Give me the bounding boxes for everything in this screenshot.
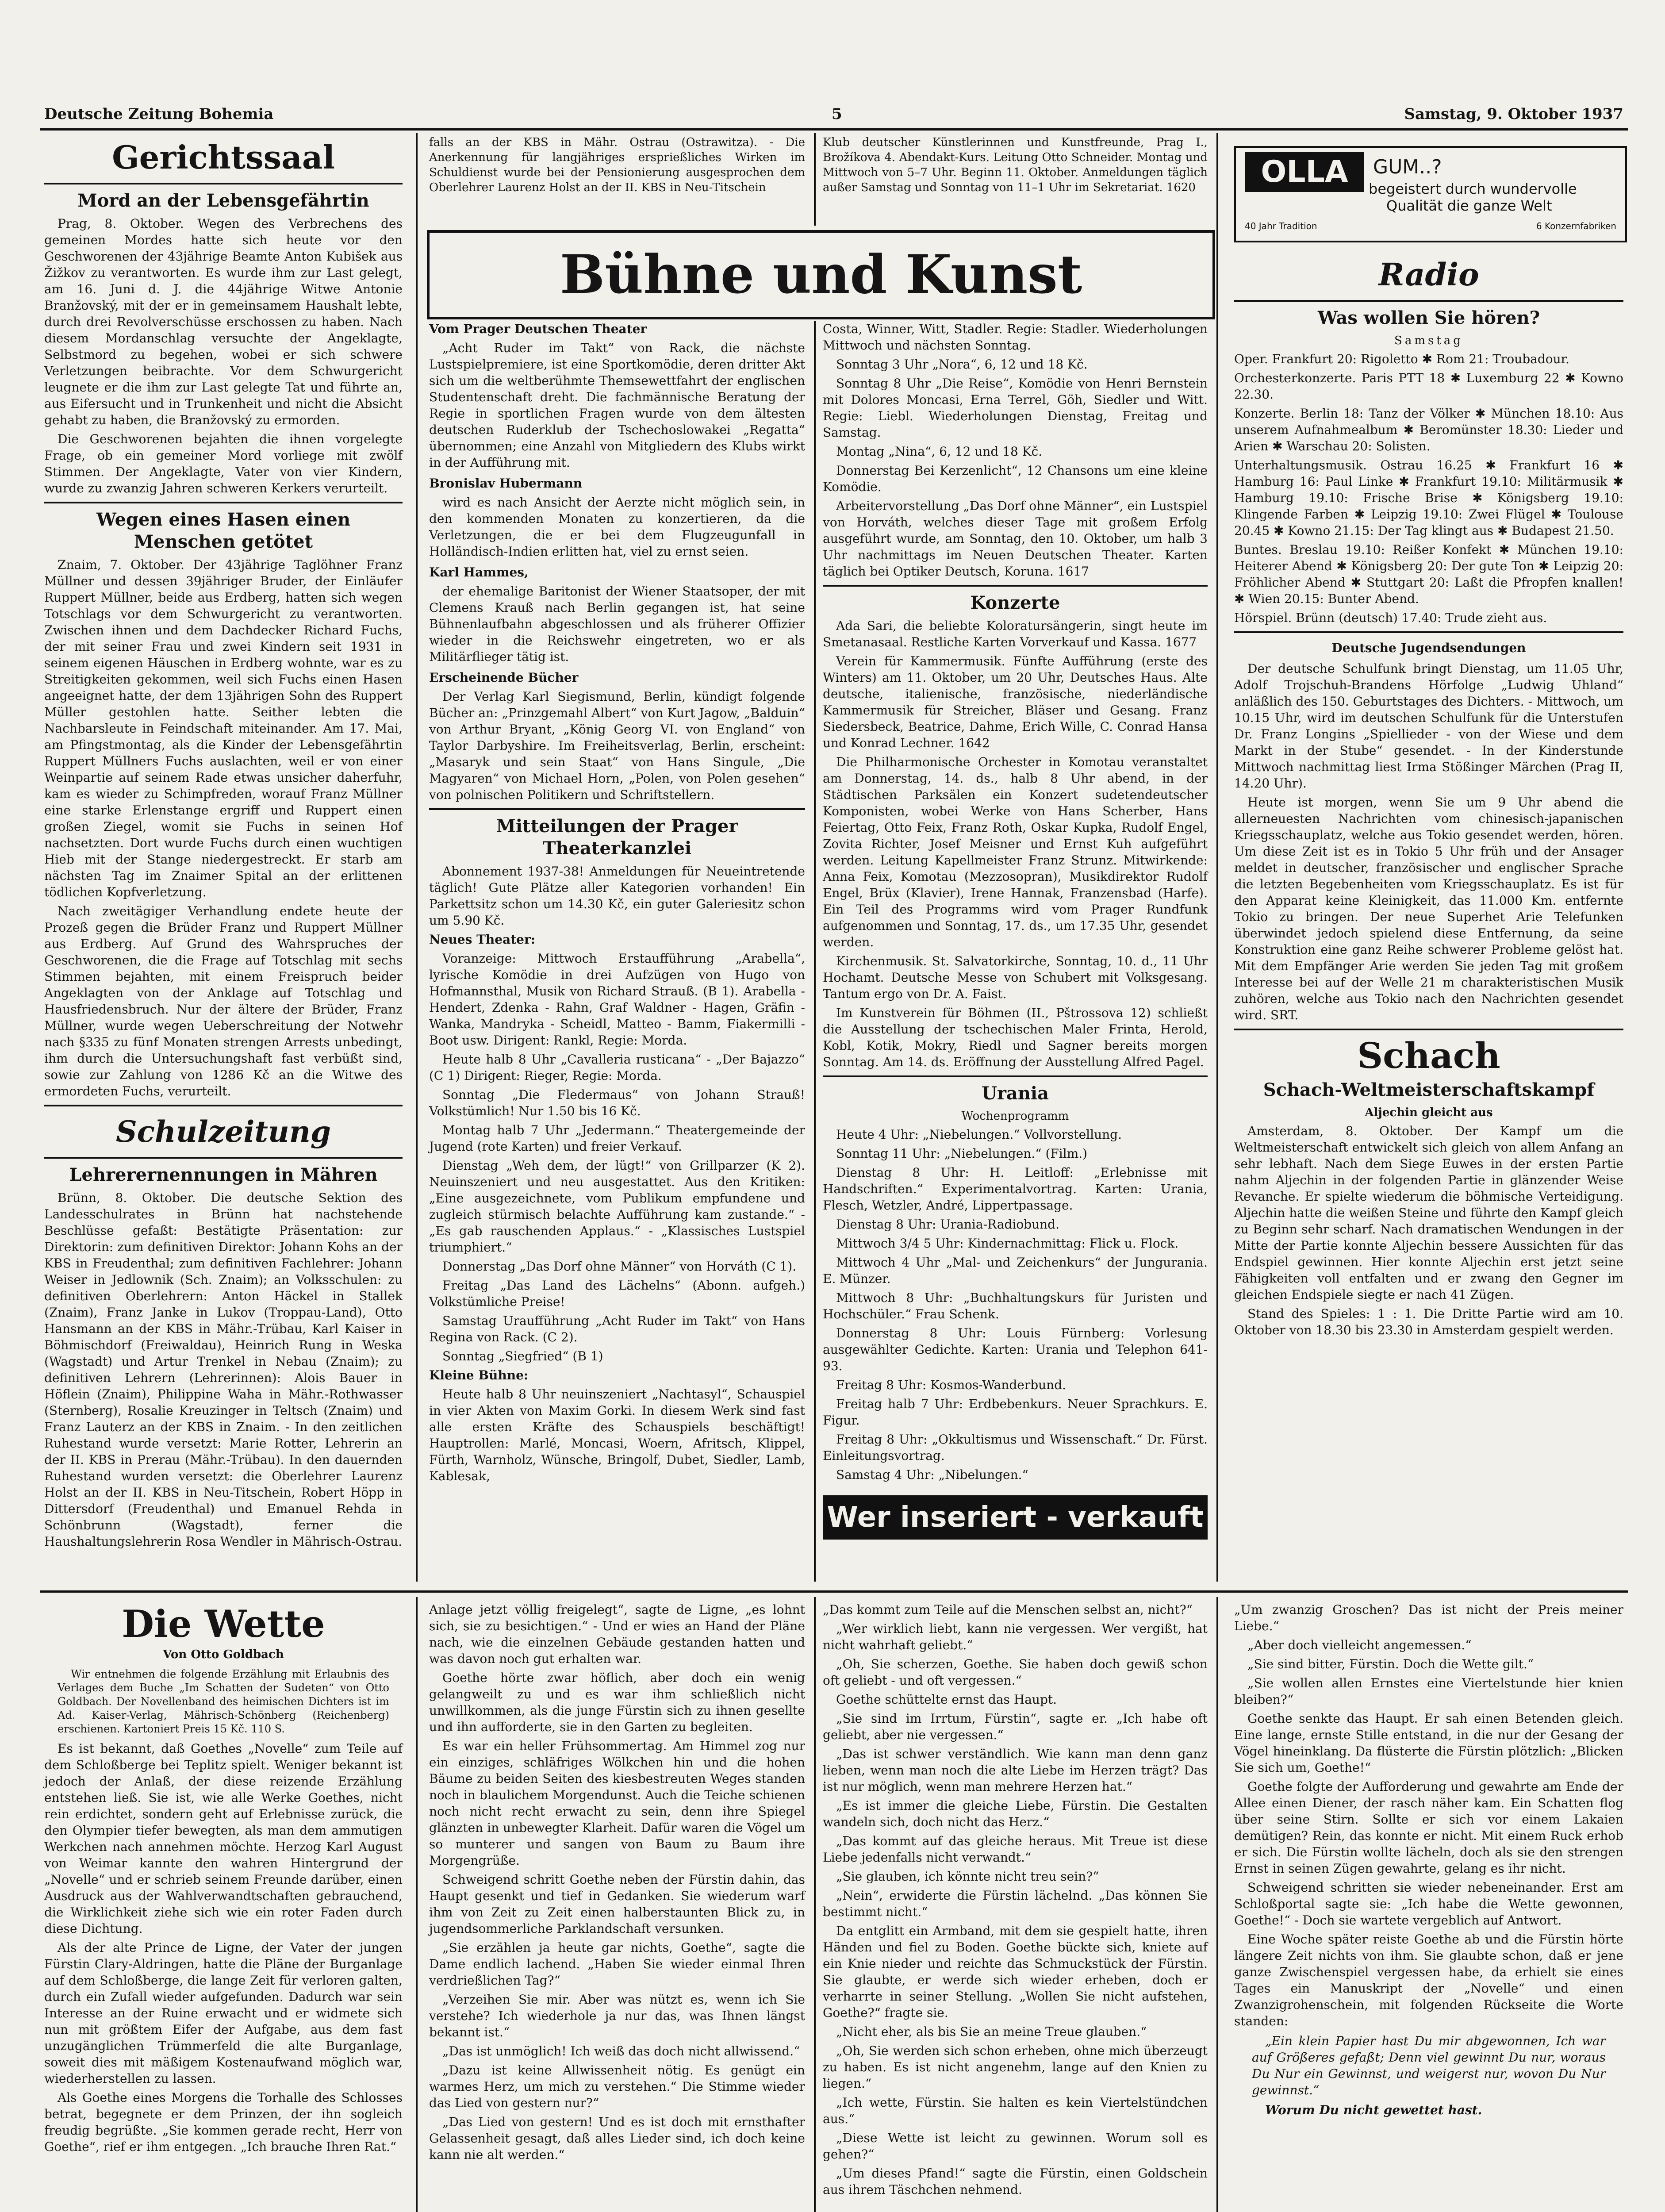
- story-paragraph: „Das ist schwer verständlich. Wie kann man denn ganz lieben, wenn man noch die alte Liebe im Herzen trägt? Das ist nur möglich, wenn man mehrere Herzen hat.“: [823, 1747, 1208, 1794]
- story-paragraph: Schweigend schritten sie wieder nebeneinander. Erst am Schloßportal sagte sie: „Ich habe die Wette gewonnen, Goethe!“ - Doch sie wartete vergeblich auf Antwort.: [1234, 1880, 1623, 1928]
- list-item: Freitag halb 7 Uhr: Erdbebenkurs. Neuer Sprachkurs. E. Figur.: [823, 1397, 1208, 1428]
- story-paragraph: „Sie wollen allen Ernstes eine Viertelstunde hier knien bleiben?“: [1234, 1676, 1623, 1707]
- newspaper-name: Deutsche Zeitung Bohemia: [44, 105, 274, 123]
- story-title: Die Wette: [122, 1602, 325, 1646]
- story-paragraph: „Das kommt zum Teile auf die Menschen selbst an, nicht?“: [823, 1602, 1193, 1617]
- article-paragraph: Im Kunstverein für Böhmen (II., Pštrossova 12) schließt die Ausstellung der tschechischen Maler Frinta, Herold, Kobl, Kotik, Mokry, Riedl und Sagner bereits morgen Sonntag. Am 14. ds. Eröffnung der Ausstellung Alfred Pagel.: [823, 1006, 1208, 1069]
- list-item: Freitag 8 Uhr: „Okkultismus und Wissenschaft.“ Dr. Fürst. Einleitungsvortrag.: [823, 1432, 1208, 1463]
- list-item: Dienstag 8 Uhr: H. Leitloff: „Erlebnisse mit Handschriften.“ Experimentalvortrag. Karten: Urania, Flesch, Wetzler, André, Lippertpassage.: [823, 1165, 1208, 1213]
- article-paragraph: Verein für Kammermusik. Fünfte Aufführung (erste des Winters) am 11. Oktober, um 20 Uhr, Deutsches Haus. Alte deutsche, italienische, französische, niederländische Kammermusik für Streicher, Bläser und Gesang. Franz Siedersbeck, Beatrice, Dahme, Erich Wille, C. Conrad Hansa und Konrad Lechner. 1642: [823, 654, 1208, 750]
- article-paragraph: Donnerstag „Das Dorf ohne Männer“ von Horváth (C 1).: [442, 1259, 797, 1274]
- column-divider: [1216, 1597, 1218, 2212]
- article-paragraph: Montag halb 7 Uhr „Jedermann.“ Theatergemeinde der Jugend (rote Karten) und freier Verkauf.: [429, 1123, 805, 1154]
- list-item: Mittwoch 3/4 5 Uhr: Kindernachmittag: Flick u. Flock.: [836, 1236, 1179, 1251]
- article-paragraph: Samstag Uraufführung „Acht Ruder im Takt“ von Hans Regina von Rack. (C 2).: [429, 1313, 805, 1344]
- article-paragraph: Heute ist morgen, wenn Sie um 9 Uhr abend die allerneuesten Nachrichten vom chinesisch-japanischen Kriegsschauplatz, welche aus Tokio gesendet werden, hören. Um diese Zeit ist es in Tokio 5 Uhr früh und der Ansager meldet in deutscher, französischer und englischer Sprache die letzten Begebenheiten vom Kriegsschauplatz. Es ist für den Apparat keine Kleinigkeit, das 11.000 Km. entfernte Tokio zu bringen. Der neue Superhet Arie Telefunken überwindet jedoch spielend diese Entfernung, da seine Konstruktion eine ganz Reihe schwerer Probleme gelöst hat. Mit dem Empfänger Arie werden Sie jeden Tag mit großem Interesse bei auf der Welle 21 m charakteristischen Musik zuhören, welche aus Tokio nach den Nachrichten gesendet wird. SRT.: [1234, 795, 1623, 1022]
- article-paragraph: Kirchenmusik. St. Salvatorkirche, Sonntag, 10. d., 11 Uhr Hochamt. Deutsche Messe von Schubert mit Volksgesang. Tantum ergo von Dr. A. Faist.: [823, 954, 1208, 1001]
- column-konzerte: [823, 321, 1208, 1482]
- list-item: Sonntag 11 Uhr: „Niebelungen.“ (Film.): [836, 1146, 1088, 1161]
- urania-subtitle: Wochenprogramm: [961, 1110, 1069, 1123]
- column-gerichtssaal: [44, 135, 403, 1582]
- divider: [1234, 300, 1623, 302]
- radio-listing: Buntes. Breslau 19.10: Reißer Konfekt ✱ München 19.10: Heiterer Abend ✱ Königsberg 20: Der gute Ton ✱ Leipzig 20: Fröhlicher Abend ✱ Stuttgart 20: Laßt die Pfropfen knallen! ✱ Wien 20.15: Bunter Abend.: [1234, 542, 1623, 606]
- radio-listing: Oper. Frankfurt 20: Rigoletto ✱ Rom 21: Troubadour.: [1234, 352, 1569, 366]
- column-radio: [1234, 252, 1623, 1582]
- divider: [823, 1075, 1208, 1077]
- list-item: Donnerstag 8 Uhr: Louis Fürnberg: Vorlesung ausgewählter Gedichte. Karten: Urania und Telephon 641-93.: [823, 1326, 1208, 1373]
- article-paragraph: Znaim, 7. Oktober. Der 43jährige Taglöhner Franz Müllner und dessen 39jähriger Bruder, der Einläufer Ruppert Müllner, beide aus Erdberg, hatten sich wegen Totschlags vor dem Schwurgericht zu verantworten. Zwischen ihnen und dem Dachdecker Richard Fuchs, der mit seiner Frau und zwei Kindern seit 1931 in seinem eigenen Häuschen in Erdberg wohnte, war es zu Streitigkeiten gekommen, weil sich Fuchs einen Hasen angeeignet hatte, der dem 13jährigen Sohn des Ruppert Müller gestohlen hatte. Seither lebten die Nachbarsleute in Feindschaft miteinander. Am 17. Mai, am Pfingstmontag, als die Kinder der Lebensgefährtin Ruppert Müllners Fuchs auslachten, weil er von einer Weinpartie auf seinem Rade etwas unsicher daherfuhr, kam es wieder zu Schimpfreden, worauf Franz Müllner eine starke Erlenstange ergriff und Ruppert einen großen Ziegel, womit sie Fuchs in seinen Hof nachsetzten. Dort wurde Fuchs durch einen wuchtigen Hieb mit der Stange niedergestreckt. Er starb am nächsten Tag im Znaimer Spital an der erlittenen tödlichen Kopfverletzung.: [44, 557, 403, 899]
- article-paragraph: wird es nach Ansicht der Aerzte nicht möglich sein, in den kommenden Monaten zu konzertieren, da die Verletzungen, die er bei dem Flugzeugunfall in Holländisch-Indien erlitten hat, viel zu ernst seien.: [429, 495, 805, 559]
- divider: [44, 183, 403, 184]
- story-paragraph: „Aber doch vielleicht angemessen.“: [1247, 1638, 1472, 1652]
- radio-listing: Konzerte. Berlin 18: Tanz der Völker ✱ München 18.10: Aus unserem Aufnahmealbum ✱ Beromünster 18.30: Lieder und Arien ✱ Warschau 20: Solisten.: [1234, 406, 1623, 453]
- story-paragraph: Als der alte Prince de Ligne, der Vater der jungen Fürstin Clary-Aldringen, hatte die Pläne der Burganlage auf dem Schloßberge, die lange Zeit für verloren galten, durch ein Zufall wieder aufgefunden. Dadurch war sein Interesse an der Ruine erwacht und er widmete sich nun mit größtem Eifer der Aufgabe, aus dem fast unzugänglichen Trümmerfeld die alte Burganlage, soweit dies mit mäßigem Kostenaufwand möglich war, wiederherstellen zu lassen.: [44, 1940, 403, 2086]
- story-intro: Wir entnehmen die folgende Erzählung mit Erlaubnis des Verlages dem Buche „Im Schatten der Sudeten“ von Otto Goldbach. Der Novellenband des heimischen Dichters ist im Ad. Kaiser-Verlag, Mährisch-Schönberg (Reichenberg) erschienen. Kartoniert Preis 15 Kč. 110 S.: [58, 1668, 389, 1735]
- article-paragraph: falls an der KBS in Mähr. Ostrau (Ostrawitza). - Die Anerkennung für langjähriges ersprießliches Wirken im Schuldienst wurde bei der Pensionierung ausgesprochen dem Oberlehrer Laurenz Holst an der II. KBS in Neu-Titschein: [429, 136, 805, 194]
- article-paragraph: Der deutsche Schulfunk bringt Dienstag, um 11.05 Uhr, Adolf Trojschuh-Brandens Hörfolge „Ludwig Uhland“ anläßlich des 150. Geburtstages des Dichters. - Mittwoch, um 10.15 Uhr, wird im deutschen Schulfunk für die Unterstufen Dr. Franz Longins „Spiellieder - von der Wiese und dem Markt in der Stube“ gesendet. - In der Kinderstunde Mittwoch nachmittag liest Irma Stößinger Märchen (Prag II, 14.20 Uhr).: [1234, 661, 1623, 791]
- headline-hasen: Wegen eines Hasen einen Menschen getötet: [96, 509, 351, 552]
- article-paragraph: Brünn, 8. Oktober. Die deutsche Sektion des Landesschulrates in Brünn hat nachstehende Beschlüsse gefaßt: Bestätigte Präsentation: zur Direktorin: zum definitiven Direktor: Johann Kohs an der KBS in Freudenthal; zum definitiven Fachlehrer: Johann Weiser in Jedlownik (Sch. Znaim); an Volksschulen: zu definitiven Oberlehrern: Anton Häckel in Stallek (Znaim), Franz Janke in Lukov (Troppau-Land), Otto Hansmann an der KBS in Mähr.-Trübau, Karl Kaiser in Böhmischdorf (Freiwaldau), Heinrich Rung in Weska (Wagstadt) und Artur Trenkel in Nebau (Znaim); zu definitiven Lehrern (Lehrerinnen): Alois Bauer in Höflein (Znaim), Philippine Waha in Mähr.-Rothwasser (Sternberg), Rosalie Kreuzinger in Teltsch (Znaim) und Franz Lauterz an der KBS in Znaim. - In den zeitlichen Ruhestand wurde versetzt: Marie Rotter, Lehrerin an der II. KBS in Prerau (Mähr.-Trübau). In den dauernden Ruhestand wurden versetzt: die Oberlehrer Laurenz Holst an der II. KBS in Neu-Titschein, Robert Höpp in Dittersdorf (Freudenthal) und Emanuel Rehda in Schönbrunn (Wagstadt), ferner die Haushaltungslehrerin Rosa Wendler in Mährisch-Ostrau.: [44, 1190, 403, 1549]
- article-paragraph: Arbeitervorstellung „Das Dorf ohne Männer“, ein Lustspiel von Horváth, welches dieser Tage mit großem Erfolg ausgeführt wurde, am Sonntag, den 10. Oktober, um halb 3 Uhr nachmittags im Neuen Deutschen Theater. Karten täglich bei Optiker Deutsch, Koruna. 1617: [823, 499, 1208, 579]
- ad-text: 6 Konzernfabriken: [1536, 221, 1616, 231]
- column-divider: [416, 1597, 418, 2212]
- subheading: Kleine Bühne:: [429, 1368, 529, 1382]
- article-paragraph: Abonnement 1937-38! Anmeldungen für Neueintretende täglich! Gute Plätze aller Kategorien vorhanden! Ein Parkettsitz schon um 14.30 Kč, ein guter Galeriesitz schon um 5.90 Kč.: [429, 864, 805, 928]
- column-divider: [814, 1597, 816, 2212]
- story-paragraph: „Um dieses Pfand!“ sagte die Fürstin, einen Goldschein aus ihrem Täschchen nehmend.: [823, 2166, 1208, 2197]
- article-paragraph: Voranzeige: Mittwoch Erstaufführung „Arabella“, lyrische Komödie in drei Aufzügen von Hugo von Hofmannsthal, Musik von Richard Strauß. (B 1). Arabella - Hendert, Zdenka - Rahn, Graf Waldner - Hagen, Gräfin - Wanka, Mandryka - Scheidl, Matteo - Bamm, Fiakermilli - Boot usw. Dirigent: Rankl, Regie: Morda.: [429, 951, 805, 1048]
- list-item: Mittwoch 8 Uhr: „Buchhaltungskurs für Juristen und Hochschüler.“ Frau Schenk.: [823, 1290, 1208, 1321]
- headline-wm: Schach-Weltmeisterschaftskampf: [1263, 1079, 1595, 1100]
- story-poem: „Ein klein Papier hast Du mir abgewonnen, Ich war auf Größeres gefaßt; Denn viel gewinnt Du nur, woraus Du Nur ein Gewinnst, und weigerst nur, wovon Du Nur gewinnst.“: [1252, 2034, 1606, 2097]
- story-paragraph: „Nicht eher, als bis Sie an meine Treue glauben.“: [836, 2024, 1147, 2039]
- article-paragraph: Donnerstag Bei Kerzenlicht“, 12 Chansons um eine kleine Komödie.: [823, 463, 1208, 494]
- divider: [44, 1157, 403, 1159]
- article-paragraph: Nach zweitägiger Verhandlung endete heute der Prozeß gegen die Brüder Franz und Ruppert Müllner aus Erdberg. Auf Grund des Wahrspruches der Geschworenen, die die Frage auf Totschlag mit sechs Stimmen bejahten, mit einem Freispruch beider Angeklagten von der Anklage auf Totschlag und Hausfriedensbruch. Nur der ältere der Brüder, Franz Müllner, wurde wegen Ueberschreitung der Notwehr nach §335 zu fünf Monaten strengen Arrests unbedingt, ihm durch die Untersuchungshaft fast verbüßt sind, sowie zur Zahlung von 1286 Kč an die Witwe des ermordeten Fuchs, verurteilt.: [44, 904, 403, 1098]
- article-paragraph: Sonntag „Die Fledermaus“ von Johann Strauß! Volkstümlich! Nur 1.50 bis 16 Kč.: [429, 1087, 805, 1118]
- olla-advertisement: [1234, 146, 1627, 242]
- story-paragraph: „Verzeihen Sie mir. Aber was nützt es, wenn ich Sie verstehe? Ich wiederhole ja nur das, was Ihnen längst bekannt ist.“: [429, 1992, 805, 2039]
- section-title-schach: Schach: [1357, 1035, 1500, 1076]
- story-paragraph: „Ich wette, Fürstin. Sie halten es kein Viertelstündchen aus.“: [823, 2095, 1208, 2126]
- divider: [1234, 1029, 1623, 1030]
- story-paragraph: „Sie erzählen ja heute gar nichts, Goethe“, sagte die Dame endlich lachend. „Haben Sie wieder einmal Ihren verdrießlichen Tag?“: [429, 1940, 805, 1988]
- headline-jugend: Deutsche Jugendsendungen: [1331, 641, 1526, 655]
- article-paragraph: Sonntag 8 Uhr „Die Reise“, Komödie von Henri Bernstein mit Dolores Moncasi, Erna Terrel, Göh, Siedler und Witt. Regie: Liebl. Wiederholungen Dienstag, Freitag und Samstag.: [823, 376, 1208, 440]
- article-paragraph: Ada Sari, die beliebte Koloratursängerin, singt heute im Smetanasaal. Restliche Karten Vorverkauf und Kassa. 1677: [823, 618, 1208, 649]
- divider: [44, 1105, 403, 1106]
- article-paragraph: „Acht Ruder im Takt“ von Rack, die nächste Lustspielpremiere, ist eine Sportkomödie, deren dritter Akt sich um die weltberühmte Themsewettfahrt der englischen Studentenschaft dreht. Die fachmännische Beratung der Regie in sportlichen Fragen wurde von dem ältesten deutschen Ruderklub der Tschechoslowakei „Regatta“ übernommen; eine Anzahl von Mitgliedern des Klubs wirkt in der Aufführung mit.: [429, 341, 805, 470]
- article-paragraph: Die Philharmonische Orchester in Komotau veranstaltet am Donnerstag, 14. ds., halb 8 Uhr abend, in der Städtischen Parksälen ein Konzert sudetendeutscher Komponisten, wobei Werke von Hans Scherber, Hans Feiertag, Otto Feix, Franz Roth, Oskar Kupka, Rudolf Engel, Zovita Richter, Josef Meisner und Ernst Kuh aufgeführt werden. Leitung Kapellmeister Franz Strunz. Mitwirkende: Anna Feix, Komotau (Mezzosopran), Musikdirektor Rudolf Engel, Brüx (Klavier), Irene Hannak, Franzensbad (Harfe). Ein Teil des Programms wird vom Prager Rundfunk aufgenommen und Sonntag, 17. ds., um 17.35 Uhr, gesendet werden.: [823, 755, 1208, 949]
- article-paragraph: Heute halb 8 Uhr neuinszeniert „Nachtasyl“, Schauspiel in vier Akten von Maxim Gorki. In diesem Werk sind fast alle ersten Kräfte des Schauspiels beschäftigt! Hauptrollen: Marlé, Moncasi, Woern, Afritsch, Klippel, Fürth, Warnholz, Wünsche, Bringolf, Dubet, Siedler, Lamb, Kablesak,: [429, 1387, 805, 1483]
- story-paragraph: Goethe senkte das Haupt. Er sah einen Betenden gleich. Eine lange, ernste Stille entstand, in die nur der Gesang der Vögel hineinklang. Da flüsterte die Fürstin plötzlich: „Blicken Sie sich um, Goethe!“: [1234, 1711, 1623, 1775]
- story-paragraph: Da entglitt ein Armband, mit dem sie gespielt hatte, ihren Händen und fiel zu Boden. Goethe bückte sich, kniete auf ein Knie nieder und reichte das Schmuckstück der Fürstin. Sie glaubte, er werde sich wieder erheben, doch er verharrte in seiner Stellung. „Wollen Sie nicht aufstehen, Goethe?“ fragte sie.: [823, 1924, 1208, 2020]
- column-divider: [1216, 133, 1218, 1582]
- article-paragraph: Amsterdam, 8. Oktober. Der Kampf um die Weltmeisterschaft entwickelt sich gleich von allem Anfang an sehr lebhaft. Nach dem Siege Euwes in der ersten Partie nahm Aljechin in der folgenden Partie in glänzender Weise Revanche. Er spielte wiederum die böhmische Verteidigung. Aljechin hatte die weißen Steine und führte den Kampf gleich zu Beginn sehr scharf. Nach dramatischen Wendungen in der Mitte der Partie konnte Aljechin bessere Aussichten für das Endspiel gewinnen. Hier konnte Aljechin erst jetzt seine Fähigkeiten voll entfalten und er zwang den Gegner im gleichen Endspiele siegte er nach 41 Zügen.: [1234, 1124, 1623, 1302]
- article-paragraph: Der Verlag Karl Siegismund, Berlin, kündigt folgende Bücher an: „Prinzgemahl Albert“ von Kurt Jagow, „Balduin“ von Arthur Bryant, „König Georg VI. von England“ von Taylor Darbyshire. Im Freiheitsverlag, Berlin, erscheint: „Masaryk und sein Staat“ von Hans Singule, „Die Magyaren“ von Michael Horn, „Polen, von Polen gesehen“ von polnischen Politikern und Schriftstellern.: [429, 689, 805, 802]
- story-paragraph: „Oh, Sie scherzen, Goethe. Sie haben doch gewiß schon oft geliebt - und oft vergessen.“: [823, 1657, 1208, 1688]
- feuilleton-divider: [40, 1590, 1628, 1593]
- article-paragraph: Stand des Spieles: 1 : 1. Die Dritte Partie wird am 10. Oktober von 18.30 bis 23.30 in Amsterdam gespielt werden.: [1234, 1306, 1623, 1337]
- divider: [44, 502, 403, 503]
- story-paragraph: Als Goethe eines Morgens die Torhalle des Schlosses betrat, begegnete er dem Prinzen, der ihn sogleich freudig begrüßte. „Sie kommen gerade recht, Herr von Goethe“, rief er ihm entgegen. „Ich brauche Ihren Rat.“: [44, 2090, 403, 2154]
- ad-text: Qualität die ganze Welt: [1386, 197, 1552, 214]
- list-item: Dienstag 8 Uhr: Urania-Radiobund.: [836, 1217, 1059, 1232]
- story-poem-line: Worum Du nicht gewettet hast.: [1265, 2103, 1482, 2117]
- story-paragraph: „Oh, Sie werden sich schon erheben, ohne mich überzeugt zu haben. Es ist nicht angenehm, lange auf den Knien zu liegen.“: [823, 2043, 1208, 2091]
- snippet-schulnews: [429, 135, 805, 228]
- section-banner-buehne: [427, 230, 1215, 319]
- article-paragraph: Montag „Nina“, 6, 12 und 18 Kč.: [836, 444, 1043, 459]
- issue-date: Samstag, 9. Oktober 1937: [1404, 105, 1623, 123]
- story-paragraph: Schweigend schritt Goethe neben der Fürstin dahin, das Haupt gesenkt und tief in Gedanken. Sie wiederum warf ihm von Zeit zu Zeit einen halberstaunten Blick zu, in jugendsommerliche Parklandschaft versunken.: [429, 1872, 805, 1936]
- subheading: Vom Prager Deutschen Theater: [429, 322, 647, 336]
- article-paragraph: Prag, 8. Oktober. Wegen des Verbrechens des gemeinen Mordes hatte sich heute vor den Geschworenen der 43jährige Beamte Anton Kubišek aus Žižkov zu verantworten. Es wurde ihm zur Last gelegt, am 16. Juni d. J. die 44jährige Witwe Antonie Branžovský, mit der er in gemeinsamem Haushalt lebte, durch drei Revolverschüsse erschossen zu haben. Nach diesem Mordanschlag versuchte der Angeklagte, Selbstmord zu begehen, wobei er sich schwere Verletzungen beibrachte. Vor dem Schwurgericht leugnete er die ihm zur Last gelegte Tat und führte an, aus Eifersucht und in Trunkenheit und nicht die Absicht gehabt zu haben, die Branžovský zu ermorden.: [44, 216, 403, 427]
- article-paragraph: Klub deutscher Künstlerinnen und Kunstfreunde, Prag I., Brožíkova 4. Abendakt-Kurs. Leitung Otto Schneider. Montag und Mittwoch von 5–7 Uhr. Beginn 11. Oktober. Anmeldungen täglich außer Samstag und Sonntag von 11–1 Uhr im Sekretariat. 1620: [823, 136, 1208, 194]
- story-paragraph: „Das ist unmöglich! Ich weiß das doch nicht allwissend.“: [442, 2044, 800, 2058]
- story-paragraph: „Sie glauben, ich könnte nicht treu sein?“: [836, 1869, 1099, 1884]
- story-paragraph: Goethe schüttelte ernst das Haupt.: [836, 1692, 1057, 1707]
- section-title-radio: Radio: [1378, 256, 1479, 293]
- article-paragraph: Heute halb 8 Uhr „Cavalleria rusticana“ - „Der Bajazzo“ (C 1) Dirigent: Rieger, Regie: Morda.: [429, 1052, 805, 1083]
- article-paragraph: der ehemalige Baritonist der Wiener Staatsoper, der mit Clemens Krauß nach Berlin gegangen ist, hat seine Bühnenlaufbahn abgeschlossen und als früherer Offizier wieder in die Reichswehr eingetreten, wo er als Militärflieger tätig ist.: [429, 584, 805, 664]
- headline-was-wollen: Was wollen Sie hören?: [1317, 307, 1540, 328]
- olla-logo: OLLA: [1245, 152, 1364, 192]
- section-title-gerichtssaal: Gerichtssaal: [112, 138, 335, 176]
- story-paragraph: „Diese Wette ist leicht zu gewinnen. Worum soll es gehen?“: [823, 2131, 1208, 2162]
- story-paragraph: Goethe hörte zwar höflich, aber doch ein wenig gelangweilt zu und es war ihm schließlich nicht unwillkommen, als die junge Fürstin sich zu ihnen gesellte und ihn aufforderte, sie in den Garten zu begleiten.: [429, 1671, 805, 1734]
- column-divider: [814, 321, 816, 1582]
- section-title-schulzeitung: Schulzeitung: [115, 1114, 331, 1149]
- radio-listing: Orchesterkonzerte. Paris PTT 18 ✱ Luxemburg 22 ✱ Kowno 22.30.: [1234, 371, 1623, 402]
- subheading: Karl Hammes,: [429, 565, 529, 580]
- article-paragraph: Die Geschworenen bejahten die ihnen vorgelegte Frage, ob ein gemeiner Mord vorliege mit zwölf Stimmen. Der Angeklagte, Vater von vier Kindern, wurde zu zwanzig Jahren schweren Kerkers verurteilt.: [44, 432, 403, 495]
- radio-listing: Hörspiel. Brünn (deutsch) 17.40: Trude zieht aus.: [1234, 611, 1547, 625]
- headline-mord: Mord an der Lebensgefährtin: [77, 190, 369, 211]
- story-paragraph: „Sie sind im Irrtum, Fürstin“, sagte er. „Ich habe oft geliebt, aber nie vergessen.“: [823, 1711, 1208, 1742]
- story-paragraph: „Dazu ist keine Allwissenheit nötig. Es genügt ein warmes Herz, um mich zu verstehen.“ Die Stimme wieder das Lied von gestern nur?“: [429, 2063, 805, 2110]
- subheading: Erscheinende Bücher: [429, 670, 579, 685]
- divider: [1234, 631, 1623, 633]
- column-divider: [814, 133, 816, 226]
- article-paragraph: Dienstag „Weh dem, der lügt!“ von Grillparzer (K 2). Neuinszeniert und neu ausgestattet. Aus den Kritiken: „Eine ausgezeichnete, vom Publikum empfundene und zugleich stürmisch belachte Aufführung kam zustande.“ - „Es gab rauschenden Applaus.“ - „Klassisches Lustspiel triumphiert.“: [429, 1158, 805, 1255]
- story-paragraph: „Um zwanzig Groschen? Das ist nicht der Preis meiner Liebe.“: [1234, 1602, 1623, 1633]
- ad-text: GUM..?: [1373, 156, 1442, 178]
- column-divider: [416, 133, 418, 1582]
- page-number: 5: [832, 105, 842, 123]
- subheading: Bronislav Hubermann: [429, 476, 583, 491]
- story-paragraph: „Nein“, erwiderte die Fürstin lächelnd. „Das können Sie bestimmt nicht.“: [823, 1888, 1208, 1919]
- article-paragraph: Sonntag „Siegfried“ (B 1): [442, 1349, 603, 1363]
- headline-konzerte: Konzerte: [970, 592, 1060, 613]
- list-item: Samstag 4 Uhr: „Nibelungen.“: [836, 1467, 1028, 1482]
- story-paragraph: „Es ist immer die gleiche Liebe, Fürstin. Die Gestalten wandeln sich, doch nicht das Herz.“: [823, 1798, 1208, 1829]
- article-paragraph: Freitag „Das Land des Lächelns“ (Abonn. aufgeh.) Volkstümliche Preise!: [429, 1278, 805, 1309]
- story-paragraph: Es ist bekannt, daß Goethes „Novelle“ zum Teile auf dem Schloßberge bei Teplitz spielt. Weniger bekannt ist jedoch der Anlaß, der diese reizende Erzählung entstehen ließ. Sie ist, wie alle Werke Goethes, nicht rein erdichtet, sondern geht auf Erlebnisse zurück, die den Olympier tiefer bewegten, als man dem ammutigen Werkchen nach annehmen möchte. Herzog Karl August von Weimar kannte den wahren Hintergrund der „Novelle“ und er schrieb seinem Freunde darüber, einen Ausdruck aus der Wahlverwandtschaften gebrauchend, die Wirklichkeit ziehe sich wie ein roter Faden durch diese Dichtung.: [44, 1741, 403, 1936]
- list-item: Freitag 8 Uhr: Kosmos-Wanderbund.: [836, 1378, 1067, 1392]
- list-item: Heute 4 Uhr: „Niebelungen.“ Vollvorstellung.: [836, 1127, 1122, 1142]
- column-wette-3: [823, 1601, 1208, 2212]
- story-paragraph: Eine Woche später reiste Goethe ab und die Fürstin hörte längere Zeit nichts von ihm. Sie glaubte schon, daß er jene ganze Zwischenspiel vergessen habe, da erhielt sie eines Tages ein Manuskript der „Novelle“ und einen Zwanzigrohenschein, mit folgenden Rückseite die Worte standen:: [1234, 1932, 1623, 2028]
- story-paragraph: „Sie sind bitter, Fürstin. Doch die Wette gilt.“: [1247, 1657, 1534, 1671]
- story-paragraph: Anlage jetzt völlig freigelegt“, sagte de Ligne, „es lohnt sich, sie zu besichtigen.“ - Und er wies an Hand der Pläne nach, wie die einzelnen Gebäude gestanden hatten und was davon noch gut erhalten war.: [429, 1602, 805, 1666]
- radio-listing: Unterhaltungsmusik. Ostrau 16.25 ✱ Frankfurt 16 ✱ Hamburg 16: Paul Linke ✱ Frankfurt 19.10: Militärmusik ✱ Hamburg 19.10: Frische Brise ✱ Königsberg 19.10: Klingende Farben ✱ Leipzig 19.10: Zwei Flügel ✱ Toulouse 20.45 ✱ Kowno 21.15: Der Tag klingt aus ✱ Budapest 21.50.: [1234, 458, 1623, 538]
- weekday-label: Samstag: [1394, 334, 1463, 347]
- headline-mitteilungen: Mitteilungen der Prager Theaterkanzlei: [496, 816, 738, 859]
- headline-lehrer: Lehrerernennungen in Mähren: [69, 1164, 378, 1185]
- snippet-kuenstlerinnen: [823, 135, 1208, 228]
- column-buehne: [429, 321, 805, 1582]
- page-header: [40, 102, 1628, 131]
- story-paragraph: Es war ein heller Frühsommertag. Am Himmel zog nur ein einziges, schläfriges Wölkchen hin und die hohen Bäume zu beiden Seiten des kiesbestreuten Weges standen noch in blaulichem Morgendunst. Auch die Teiche schienen noch nicht recht erwacht zu sein, denn ihre Spiegel glänzten in unbewegter Klarheit. Dafür waren die Vögel um so munterer und sangen von Baum zu Baum ihre Morgengrüße.: [429, 1739, 805, 1868]
- story-paragraph: „Das Lied von gestern! Und es ist doch mit ernsthafter Gelassenheit gesagt, daß alles Lieder sind, ich doch keine kann nie alt werden.“: [429, 2115, 805, 2162]
- ad-text: begeistert durch wundervolle: [1369, 180, 1577, 197]
- story-paragraph: „Das kommt auf das gleiche heraus. Mit Treue ist diese Liebe jedenfalls nicht verwandt.“: [823, 1834, 1208, 1865]
- story-paragraph: „Wer wirklich liebt, kann nie vergessen. Wer vergißt, hat nicht wahrhaft geliebt.“: [823, 1621, 1208, 1652]
- article-paragraph: Costa, Winner, Witt, Stadler. Regie: Stadler. Wiederholungen Mittwoch und nächsten Sonntag.: [823, 322, 1208, 353]
- section-title-buehne: Bühne und Kunst: [560, 243, 1082, 306]
- subheadline: Aljechin gleicht aus: [1365, 1106, 1493, 1119]
- ad-banner-wer-inseriert: Wer inseriert - verkauft: [823, 1495, 1208, 1540]
- column-wette-1: [44, 1601, 403, 2212]
- divider: [429, 808, 805, 810]
- list-item: Mittwoch 4 Uhr „Mal- und Zeichenkurs“ der Jungurania. E. Münzer.: [823, 1255, 1208, 1286]
- column-wette-4: [1234, 1601, 1623, 2212]
- headline-urania: Urania: [981, 1083, 1049, 1104]
- divider: [823, 585, 1208, 587]
- story-paragraph: Goethe folgte der Aufforderung und gewahrte am Ende der Allee einen Diener, der rasch näher kam. Ein Schatten flog über seine Stirn. Sollte er sich vor einem Lakaien demütigen? Rein, das konnte er nicht. Mit einem Ruck erhob er sich. Die Fürstin wollte lächeln, doch als sie den strengen Ernst in seinen Zügen gewahrte, gelang es ihr nicht.: [1234, 1779, 1623, 1876]
- ad-text: 40 Jahr Tradition: [1245, 221, 1317, 231]
- subheading: Neues Theater:: [429, 932, 536, 947]
- column-wette-2: [429, 1601, 805, 2212]
- article-paragraph: Sonntag 3 Uhr „Nora“, 6, 12 und 18 Kč.: [836, 357, 1088, 372]
- story-author: Von Otto Goldbach: [163, 1648, 284, 1661]
